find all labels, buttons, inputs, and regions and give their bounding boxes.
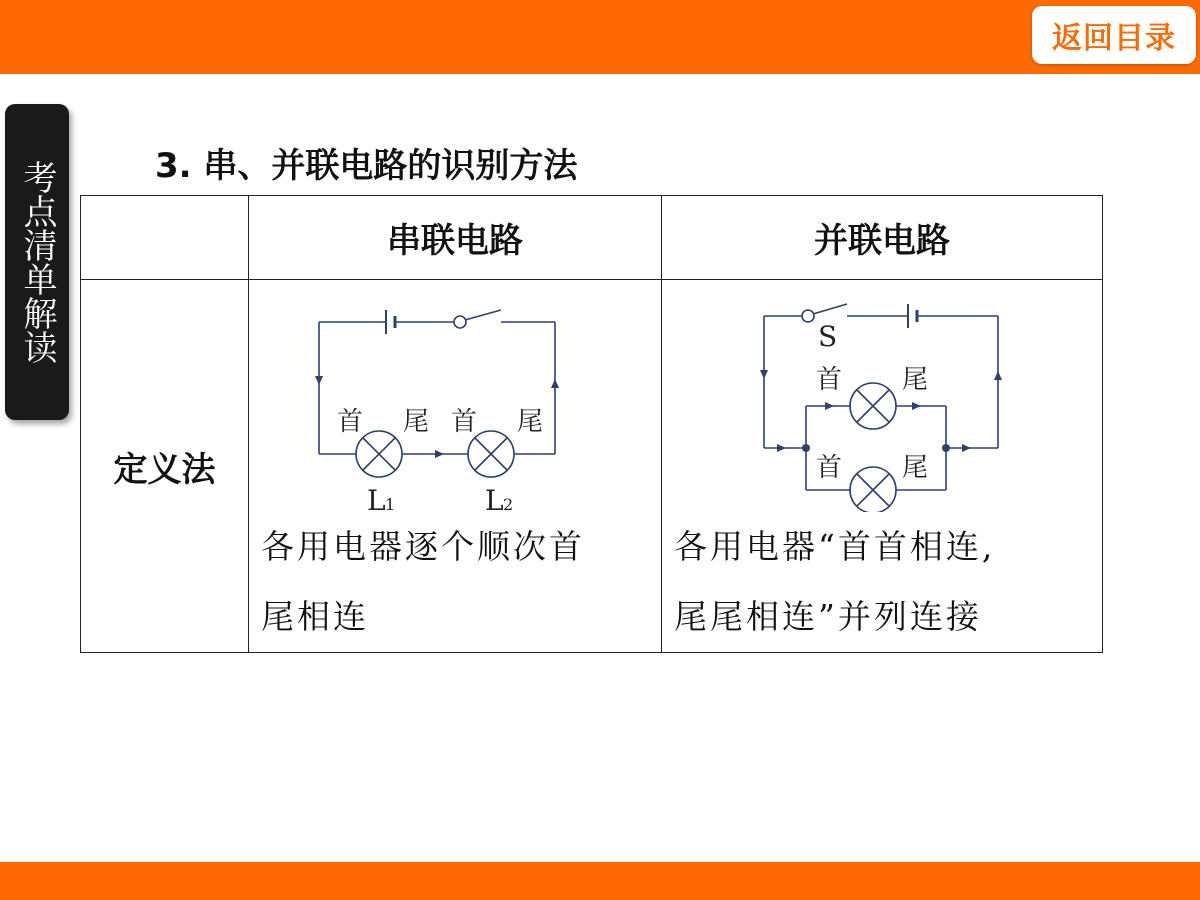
table-row [81, 280, 1103, 653]
header-parallel-circuit: 并联电路 [662, 196, 1103, 280]
series-circuit-diagram [249, 280, 661, 512]
back-to-contents-button[interactable]: 返回目录 [1032, 6, 1196, 64]
parallel-head-label-1: 首 [816, 365, 843, 395]
parallel-cell [662, 280, 1103, 653]
series-definition-line-2: 尾相连 [261, 597, 369, 636]
side-tab [5, 104, 69, 420]
parallel-circuit-diagram [662, 280, 1102, 512]
header-empty-cell [81, 196, 249, 280]
table-header-row [81, 196, 1103, 280]
switch-s-label: S [818, 320, 838, 353]
series-definition-line-1: 各用电器逐个顺次首 [261, 527, 585, 566]
section-title: 3. 串、并联电路的识别方法 [155, 146, 578, 186]
parallel-tail-label-2: 尾 [902, 453, 929, 483]
parallel-definition-line-1: 各用电器“首首相连, [674, 527, 996, 566]
top-banner [0, 0, 1200, 74]
header-series-circuit: 串联电路 [249, 196, 662, 280]
series-head-label-2: 首 [451, 407, 478, 437]
row-label-definition: 定义法 [81, 280, 249, 653]
parallel-head-label-2: 首 [816, 453, 843, 483]
parallel-tail-label-1: 尾 [902, 365, 929, 395]
lamp-l2-subscript: 2 [503, 495, 514, 512]
series-cell [249, 280, 662, 653]
series-tail-label-2: 尾 [517, 407, 544, 437]
series-head-label-1: 首 [337, 407, 364, 437]
lamp-l1-label: L [367, 484, 386, 512]
comparison-table [80, 195, 1103, 653]
parallel-definition-line-2: 尾尾相连”并列连接 [674, 597, 982, 636]
bottom-banner [0, 862, 1200, 900]
side-tab-label: 考点清单解读 [17, 160, 57, 364]
series-tail-label-1: 尾 [403, 407, 430, 437]
lamp-l2-label: L [485, 484, 504, 512]
lamp-l1-subscript: 1 [385, 495, 396, 512]
